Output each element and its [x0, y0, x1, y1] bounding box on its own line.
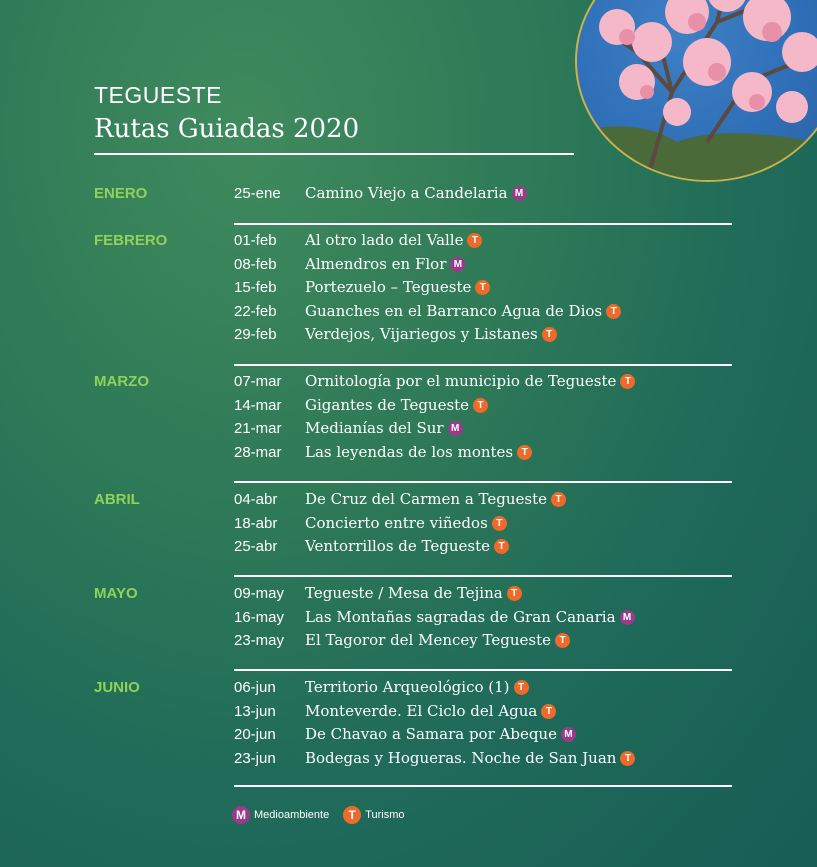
event-title: Monteverde. El Ciclo del Agua [305, 702, 538, 720]
event-date: 08-feb [234, 256, 277, 273]
medioambiente-icon: M [620, 610, 635, 625]
medioambiente-icon: M [232, 806, 250, 824]
event-item [305, 749, 635, 767]
event-item [305, 514, 507, 532]
event-item [305, 443, 532, 461]
event-date: 28-mar [234, 444, 282, 461]
event-title: Portezuelo – Tegueste [305, 278, 472, 296]
event-date: 25-abr [234, 538, 278, 555]
turismo-icon: T [551, 492, 566, 507]
event-title: Bodegas y Hogueras. Noche de San Juan [305, 749, 617, 767]
month-label: ABRIL [94, 491, 140, 508]
event-title: Las Montañas sagradas de Gran Canaria [305, 608, 616, 626]
month-label: MARZO [94, 373, 149, 390]
event-date: 06-jun [234, 679, 276, 696]
event-item [305, 302, 621, 320]
event-item [305, 396, 488, 414]
event-item [305, 419, 463, 437]
turismo-icon: T [517, 445, 532, 460]
event-title: El Tagoror del Mencey Tegueste [305, 631, 551, 649]
medioambiente-icon: M [561, 727, 576, 742]
month-divider [234, 364, 732, 366]
turismo-icon: T [620, 374, 635, 389]
month-divider [234, 785, 732, 787]
event-item [305, 678, 529, 696]
event-title: Camino Viejo a Candelaria [305, 184, 508, 202]
event-date: 20-jun [234, 726, 276, 743]
header-subtitle: TEGUESTE [94, 82, 222, 108]
event-item [305, 608, 635, 626]
event-title: Medianías del Sur [305, 419, 444, 437]
event-title: Concierto entre viñedos [305, 514, 488, 532]
event-title: Territorio Arqueológico (1) [305, 678, 510, 696]
medioambiente-icon: M [450, 257, 465, 272]
event-title: Al otro lado del Valle [305, 231, 464, 249]
page-title: Rutas Guiadas 2020 [94, 114, 360, 144]
legend-medioambiente-label: Medioambiente [254, 809, 330, 821]
event-item [305, 631, 570, 649]
turismo-icon: T [475, 280, 490, 295]
event-date: 21-mar [234, 420, 282, 437]
event-item [305, 372, 635, 390]
event-item [305, 255, 465, 273]
event-title: De Cruz del Carmen a Tegueste [305, 490, 547, 508]
turismo-icon: T [620, 751, 635, 766]
event-title: Almendros en Flor [305, 255, 447, 273]
almond-blossom-photo [575, 0, 817, 182]
event-date: 13-jun [234, 703, 276, 720]
turismo-icon: T [467, 233, 482, 248]
turismo-icon: T [492, 516, 507, 531]
event-date: 25-ene [234, 185, 281, 202]
event-item [305, 725, 576, 743]
event-title: Tegueste / Mesa de Tejina [305, 584, 503, 602]
event-title: De Chavao a Samara por Abeque [305, 725, 557, 743]
event-date: 23-may [234, 632, 285, 649]
turismo-icon: T [606, 304, 621, 319]
turismo-icon: T [541, 704, 556, 719]
legend-turismo-label: Turismo [365, 809, 405, 821]
event-title: Gigantes de Tegueste [305, 396, 470, 414]
event-date: 15-feb [234, 279, 277, 296]
event-date: 14-mar [234, 397, 282, 414]
event-item [305, 231, 482, 249]
turismo-icon: T [514, 680, 529, 695]
event-item [305, 325, 557, 343]
turismo-icon: T [494, 539, 509, 554]
event-date: 09-may [234, 585, 285, 602]
event-date: 16-may [234, 609, 285, 626]
turismo-icon: T [542, 327, 557, 342]
event-date: 29-feb [234, 326, 277, 343]
month-label: FEBRERO [94, 232, 168, 249]
event-title: Verdejos, Vijariegos y Listanes [305, 325, 538, 343]
event-date: 18-abr [234, 515, 278, 532]
medioambiente-icon: M [448, 421, 463, 436]
event-date: 04-abr [234, 491, 278, 508]
event-item [305, 490, 566, 508]
event-item [305, 278, 490, 296]
event-item [305, 702, 556, 720]
turismo-icon: T [507, 586, 522, 601]
turismo-icon: T [473, 398, 488, 413]
blossom-tree-illustration [577, 0, 817, 180]
month-divider [234, 575, 732, 577]
event-date: 22-feb [234, 303, 277, 320]
turismo-icon: T [555, 633, 570, 648]
medioambiente-icon: M [512, 186, 527, 201]
event-item [305, 184, 527, 202]
month-divider [234, 223, 732, 225]
header-divider [94, 153, 574, 155]
event-title: Ornitología por el municipio de Tegueste [305, 372, 617, 390]
turismo-icon: T [343, 806, 361, 824]
event-title: Ventorrillos de Tegueste [305, 537, 490, 555]
month-divider [234, 669, 732, 671]
event-title: Las leyendas de los montes [305, 443, 514, 461]
event-title: Guanches en el Barranco Agua de Dios [305, 302, 603, 320]
event-item [305, 584, 522, 602]
event-date: 23-jun [234, 750, 276, 767]
event-date: 01-feb [234, 232, 277, 249]
month-label: ENERO [94, 185, 148, 202]
event-date: 07-mar [234, 373, 282, 390]
legend [232, 806, 405, 824]
month-divider [234, 481, 732, 483]
month-label: JUNIO [94, 679, 140, 696]
event-item [305, 537, 509, 555]
month-label: MAYO [94, 585, 138, 602]
